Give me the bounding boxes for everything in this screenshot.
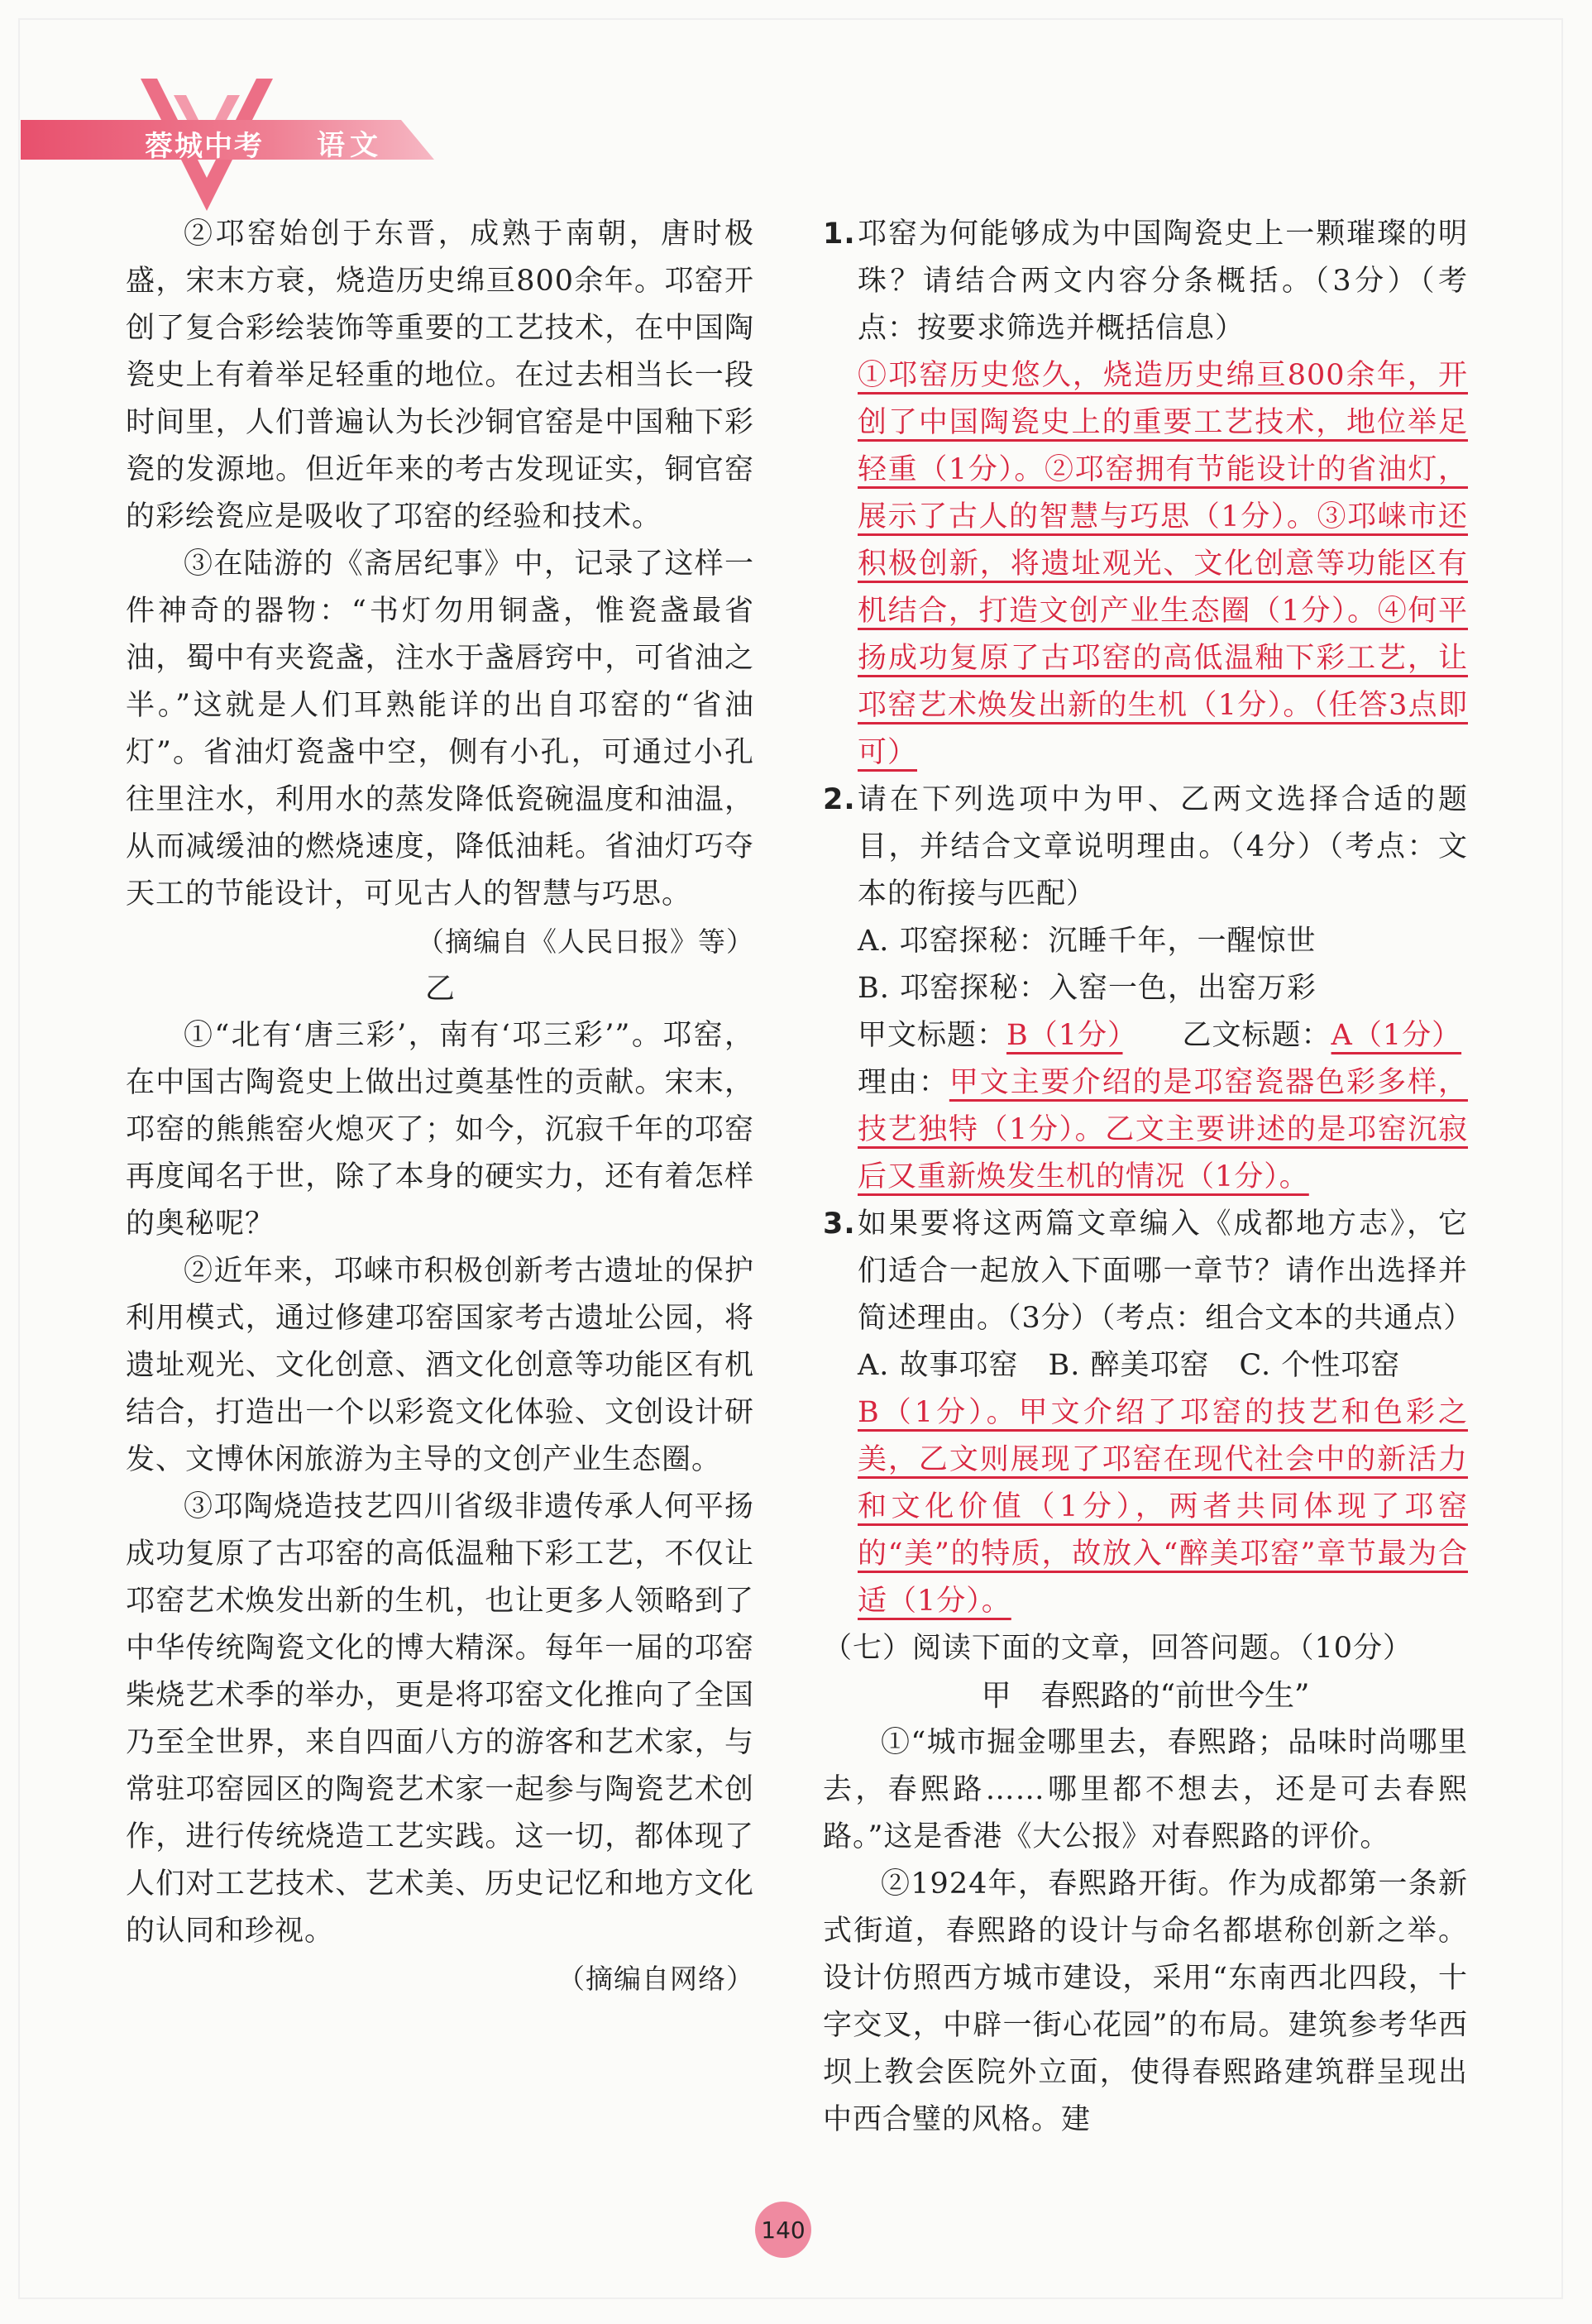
yi-title-label: 乙文标题： [1182,1019,1331,1052]
logo-text: 蓉城中考 [145,130,264,163]
question-2 [823,777,1468,918]
yi-title-answer: A（1分） [1331,1019,1462,1052]
left-paragraph-1: ②邛窑始创于东晋，成熟于南朝，唐时极盛，宋末方衰，烧造历史绵亘800余年。邛窑开创了复合彩绘装饰等重要的工艺技术，在中国陶瓷史上有着举足轻重的地位。在过去相当长一段时间里，人们普遍认为长沙铜官窑是中国釉下彩瓷的发源地。但近年来的考古发现证实，铜官窑的彩绘瓷应是吸收了邛窑的经验和技术。 [126,218,754,533]
right-paragraph-2: ②1924年，春熙路开街。作为成都第一条新式街道，春熙路的设计与命名都堪称创新之举。设计仿照西方城市建设，采用“东南西北四段，十字交叉，中辟一街心花园”的布局。建筑参考华西坝上教会医院外立面，使得春熙路建筑群呈现出中西合璧的风格。建 [823,1867,1468,2136]
right-paragraph-1: ①“城市掘金哪里去，春熙路；品味时尚哪里去，春熙路……哪里都不想去，还是可去春熙路。”这是香港《大公报》对春熙路的评价。 [823,1726,1468,1853]
source-note-2: （摘编自网络） [557,1963,754,1995]
question-3 [823,1201,1474,1342]
source-note-1: （摘编自《人民日报》等） [417,925,754,958]
left-paragraph-5: ③邛陶烧造技艺四川省级非遗传承人何平扬成功复原了古邛窑的高低温釉下彩工艺，不仅让邛窑艺术焕发出新的生机，也让更多人领略到了中华传统陶瓷文化的博大精深。每年一届的邛窑柴烧艺术季的举办，更是将邛窑文化推向了全国乃至全世界，来自四面八方的游客和艺术家，与常驻邛窑园区的陶瓷艺术家一起参与陶瓷艺术创作，进行传统烧造工艺实践。这一切，都体现了人们对工艺技术、艺术美、历史记忆和地方文化的认同和珍视。 [126,1490,754,1948]
question-3-answer: B（1分）。甲文介绍了邛窑的技艺和色彩之美，乙文则展现了邛窑在现代社会中的新活力和文化价值（1分），两者共同体现了邛窑的“美”的特质，故放入“醉美邛窑”章节最为合适（1分）。 [858,1396,1468,1618]
section-title-yi: 乙 [424,972,455,1006]
question-1 [823,211,1468,352]
question-2-option-b: B. 邛窑探秘：入窑一色，出窑万彩 [858,972,1317,1005]
question-3-options: A. 故事邛窑 B. 醉美邛窑 C. 个性邛窑 [858,1349,1401,1382]
reason-label: 理由： [858,1066,949,1099]
jia-title-answer: B（1分） [1006,1019,1123,1052]
question-2-option-a: A. 邛窑探秘：沉睡千年，一醒惊世 [858,925,1317,958]
section-title-jia: 甲 春熙路的“前世今生” [981,1679,1310,1713]
question-1-number: 1. [823,218,856,251]
page-number: 140 [755,2202,811,2258]
question-3-number: 3. [823,1207,856,1241]
left-paragraph-4: ②近年来，邛崃市积极创新考古遗址的保护利用模式，通过修建邛窑国家考古遗址公园，将遗址观光、文化创意、酒文化创意等功能区有机结合，打造出一个以彩瓷文化体验、文创设计研发、文博休闲旅游为主导的文创产业生态圈。 [126,1255,754,1476]
reason-answer: 甲文主要介绍的是邛窑瓷器色彩多样，技艺独特（1分）。乙文主要讲述的是邛窑沉寂后又重新焕发生机的情况（1分）。 [858,1066,1468,1193]
question-1-text: 邛窑为何能够成为中国陶瓷史上一颗璀璨的明珠？请结合两文内容分条概括。（3分）（考点：按要求筛选并概括信息） [858,218,1468,345]
question-2-text: 请在下列选项中为甲、乙两文选择合适的题目，并结合文章说明理由。（4分）（考点：文本的衔接与匹配） [858,783,1468,911]
question-1-answer: ①邛窑历史悠久，烧造历史绵亘800余年，开创了中国陶瓷史上的重要工艺技术，地位举足轻重（1分）。②邛窑拥有节能设计的省油灯，展示了古人的智慧与巧思（1分）。③邛崃市还积极创新，将遗址观光、文化创意等功能区有机结合，打造文创产业生态圈（1分）。④何平扬成功复原了古邛窑的高低温釉下彩工艺，让邛窑艺术焕发出新的生机（1分）。（任答3点即可） [858,359,1468,769]
left-paragraph-3: ①“北有‘唐三彩’，南有‘邛三彩’”。邛窑，在中国古陶瓷史上做出过奠基性的贡献。宋末，邛窑的熊熊窑火熄灭了；如今，沉寂千年的邛窑再度闻名于世，除了本身的硬实力，还有着怎样的奥秘呢？ [126,1019,754,1241]
question-2-reason [823,1059,1468,1201]
question-2-number: 2. [823,783,856,816]
subject-label: 语文 [317,129,383,162]
left-column [126,211,754,2002]
jia-title-label: 甲文标题： [858,1019,1007,1052]
left-paragraph-2: ③在陆游的《斋居纪事》中，记录了这样一件神奇的器物：“书灯勿用铜盏，惟瓷盏最省油，蜀中有夹瓷盏，注水于盏唇窍中，可省油之半。”这就是人们耳熟能详的出自邛窑的“省油灯”。省油灯瓷盏中空，侧有小孔，可通过小孔往里注水，利用水的蒸发降低瓷碗温度和油温，从而减缓油的燃烧速度，降低油耗。省油灯巧夺天工的节能设计，可见古人的智慧与巧思。 [126,548,754,911]
section-7-heading: （七）阅读下面的文章，回答问题。（10分） [823,1632,1413,1665]
right-column [823,211,1474,2144]
question-3-text: 如果要将这两篇文章编入《成都地方志》，它们适合一起放入下面哪一章节？请作出选择并简述理由。（3分）（考点：组合文本的共通点） [858,1207,1474,1335]
question-2-titles [823,1012,1468,1059]
